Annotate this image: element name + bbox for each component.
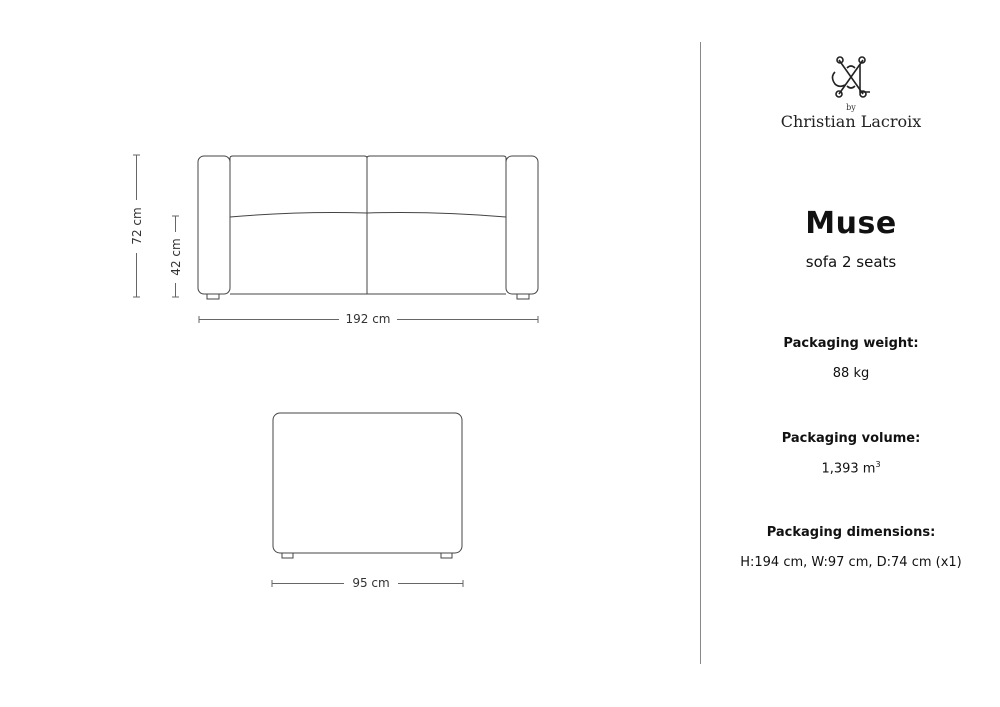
monogram-icon [702, 54, 1000, 100]
seat-cushion-top [230, 213, 506, 218]
height-label: 72 cm [130, 207, 144, 245]
width-label: 192 cm [345, 312, 391, 326]
brand-logo [702, 54, 1000, 104]
side-left-foot [282, 553, 293, 558]
volume-value [702, 460, 1000, 476]
dimensions-value: H:194 cm, W:97 cm, D:74 cm (x1) [740, 555, 962, 570]
right-armrest [506, 156, 538, 294]
depth-label: 95 cm [352, 576, 390, 590]
right-backrest-cushion [367, 156, 506, 215]
side-right-foot [441, 553, 452, 558]
product-title: Muse [805, 206, 897, 241]
info-panel [702, 0, 1000, 707]
sofa-side-view [273, 413, 462, 558]
left-armrest [198, 156, 230, 294]
right-foot [517, 294, 529, 299]
volume-number: 1,393 m [821, 461, 876, 477]
brand-name: Christian Lacroix [780, 112, 922, 131]
dimensions-label: Packaging dimensions: [766, 525, 936, 540]
vertical-divider [700, 42, 701, 664]
weight-value: 88 kg [832, 366, 870, 381]
side-body [273, 413, 462, 553]
sofa-front-view [198, 156, 538, 299]
brand-by: by [846, 103, 856, 112]
weight-label: Packaging weight: [783, 336, 919, 351]
left-backrest-cushion [230, 156, 367, 215]
left-foot [207, 294, 219, 299]
product-subtitle: sofa 2 seats [805, 253, 897, 271]
seat-height-label: 42 cm [169, 238, 183, 276]
volume-exponent: 3 [875, 460, 881, 469]
volume-label: Packaging volume: [781, 431, 921, 446]
